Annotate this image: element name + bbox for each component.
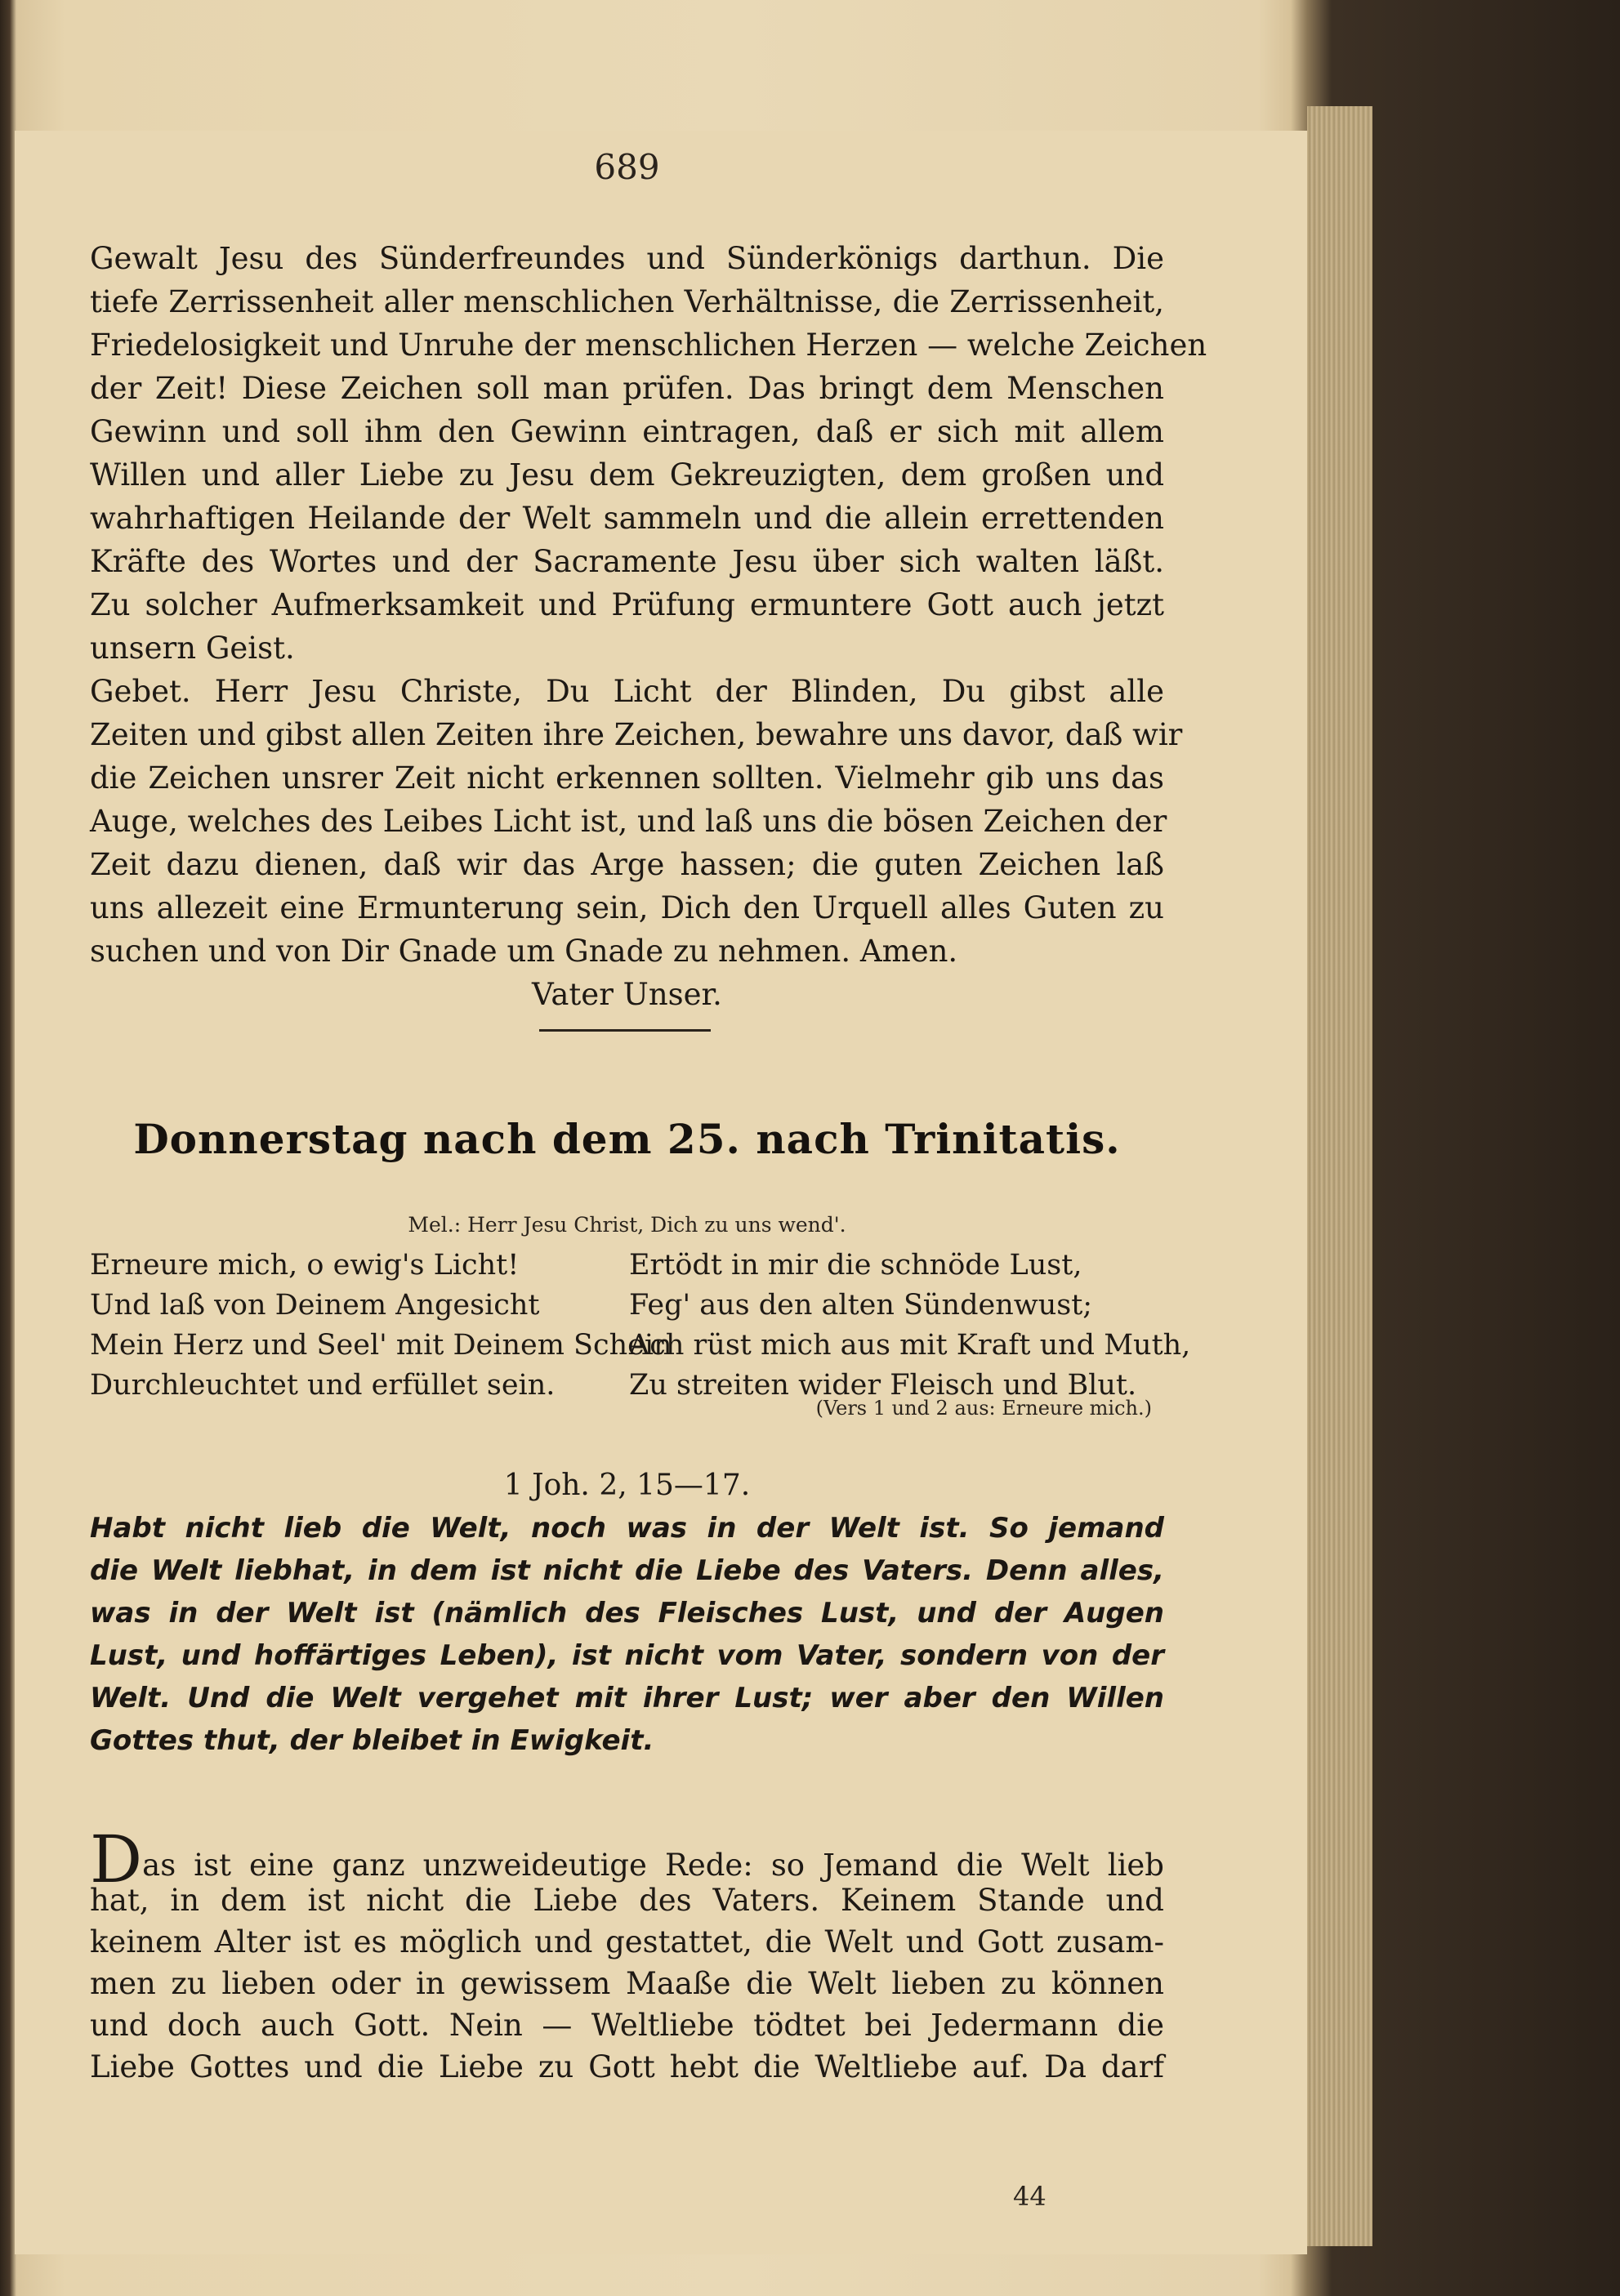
text-line: die Zeichen unsrer Zeit nicht erkennen sollten. Vielmehr gib uns das (90, 760, 1164, 796)
text-line: Gewalt Jesu des Sünderfreundes und Sünderkönigs darthun. Die (90, 241, 1164, 276)
verse-line: Zu streiten wider Fleisch und Blut. (629, 1369, 1137, 1402)
section-heading: Donnerstag nach dem 25. nach Trinitatis. (133, 1115, 1121, 1163)
page-number: 689 (594, 147, 660, 187)
scripture-passage (90, 1507, 1164, 1762)
first-line-text: as ist eine ganz unzweideutige Rede: so Jemand die Welt lieb (142, 1848, 1164, 1883)
text-line: Zu solcher Aufmerksamkeit und Prüfung ermuntere Gott auch jetzt (90, 587, 1164, 622)
text-line: der Zeit! Diese Zeichen soll man prüfen. Das bringt dem Menschen (90, 371, 1164, 406)
text-line: men zu lieben oder in gewissem Maaße die Welt lieben zu können (90, 1966, 1164, 2001)
scripture-line: die Welt liebhat, in dem ist nicht die Liebe des Vaters. Denn alles, (90, 1554, 1164, 1587)
verse-line: Erneure mich, o ewig's Licht! (90, 1249, 520, 1282)
text-line: wahrhaftigen Heilande der Welt sammeln und die allein errettenden (90, 501, 1164, 536)
text-line: Zeit dazu dienen, daß wir das Arge hassen; die guten Zeichen laß (90, 847, 1164, 882)
verse-line: Ach rüst mich aus mit Kraft und Muth, (629, 1329, 1191, 1362)
scripture-reference: 1 Joh. 2, 15—17. (503, 1469, 751, 1502)
section-divider (539, 1029, 711, 1032)
scripture-line: Habt nicht lieb die Welt, noch was in der Welt ist. So jemand (90, 1512, 1164, 1545)
hymn-verse-left (90, 1246, 672, 1406)
hymn-verse-right (629, 1246, 1190, 1406)
meditation-paragraph (90, 1821, 1164, 2088)
scripture-line: was in der Welt ist (nämlich des Fleisches Lust, und der Augen (90, 1597, 1164, 1629)
text-line: Zeiten und gibst allen Zeiten ihre Zeichen, bewahre uns davor, daß wir (90, 717, 1183, 752)
verse-line: Mein Herz und Seel' mit Deinem Schein (90, 1329, 672, 1362)
text-line: Liebe Gottes und die Liebe zu Gott hebt die Weltliebe auf. Da darf (90, 2049, 1164, 2084)
text-line: Kräfte des Wortes und der Sacramente Jesu über sich walten läßt. (90, 544, 1164, 579)
text-line: und doch auch Gott. Nein — Weltliebe tödtet bei Jedermann die (90, 2008, 1164, 2043)
text-line: Gebet. Herr Jesu Christe, Du Licht der Blinden, Du gibst alle (90, 674, 1164, 709)
vater-unser: Vater Unser. (532, 977, 722, 1012)
verse-line: Feg' aus den alten Sündenwust; (629, 1289, 1093, 1322)
text-line: suchen und von Dir Gnade um Gnade zu nehmen. Amen. (90, 934, 958, 969)
page-edges (1307, 106, 1372, 2246)
text-line: keinem Alter ist es möglich und gestattet, die Welt und Gott zusam- (90, 1924, 1164, 1959)
paragraph-1 (90, 237, 1207, 670)
text-line: Auge, welches des Leibes Licht ist, und laß uns die bösen Zeichen der (90, 804, 1167, 839)
text-line: uns allezeit eine Ermunterung sein, Dich den Urquell alles Guten zu (90, 890, 1164, 925)
scripture-line: Welt. Und die Welt vergehet mit ihrer Lust; wer aber den Willen (90, 1682, 1164, 1714)
verse-line: Durchleuchtet und erfüllet sein. (90, 1369, 556, 1402)
prayer-paragraph (90, 670, 1183, 1016)
verse-line: Ertödt in mir die schnöde Lust, (629, 1249, 1082, 1282)
melody-line: Mel.: Herr Jesu Christ, Dich zu uns wend'. (408, 1213, 846, 1237)
text-line: unsern Geist. (90, 631, 295, 666)
text-line: Gewinn und soll ihm den Gewinn eintragen, daß er sich mit allem (90, 414, 1164, 449)
text-line: tiefe Zerrissenheit aller menschlichen Verhältnisse, die Zerrissenheit, (90, 284, 1164, 319)
text-line (90, 1821, 1164, 1897)
text-line: Friedelosigkeit und Unruhe der menschlichen Herzen — welche Zeichen (90, 328, 1207, 363)
text-line: hat, in dem ist nicht die Liebe des Vaters. Keinem Stande und (90, 1883, 1164, 1918)
verse-line: Und laß von Deinem Angesicht (90, 1289, 540, 1322)
text-line: Willen und aller Liebe zu Jesu dem Gekreuzigten, dem großen und (90, 457, 1164, 493)
scripture-line: Lust, und hoffärtiges Leben), ist nicht vom Vater, sondern von der (90, 1639, 1164, 1672)
scripture-line: Gottes thut, der bleibet in Ewigkeit. (90, 1724, 654, 1757)
verse-source-note: (Vers 1 und 2 aus: Erneure mich.) (815, 1397, 1152, 1420)
drop-cap: D (90, 1821, 143, 1897)
signature-mark: 44 (1013, 2181, 1047, 2212)
